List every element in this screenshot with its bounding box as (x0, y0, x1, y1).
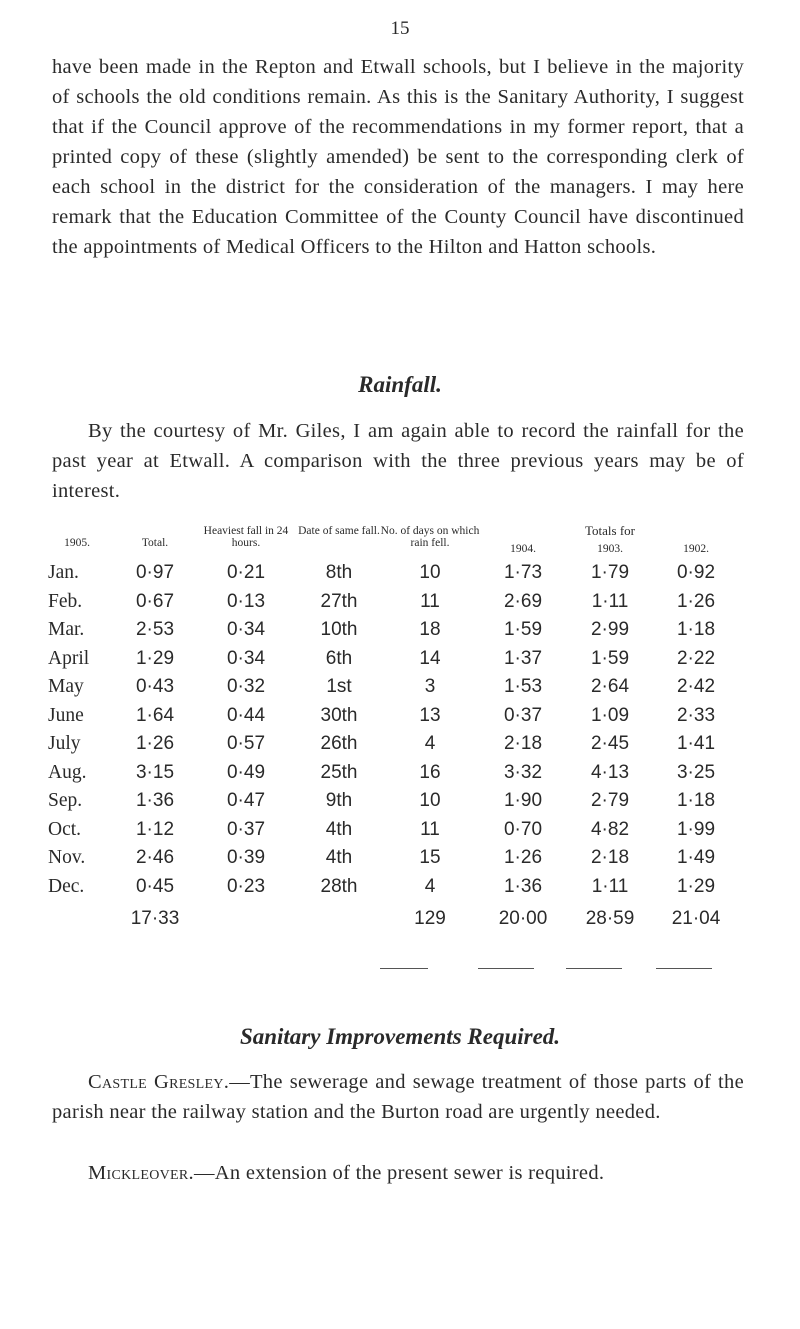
rainfall-totals-row (38, 901, 738, 930)
cell-y1903: 1·59 (590, 647, 630, 669)
cell-y1904: 1·26 (503, 847, 543, 869)
cell-month: Mar. (48, 619, 85, 641)
table-row (38, 873, 738, 902)
cell-total: 1·12 (135, 818, 175, 840)
cell-heaviest: 0·47 (226, 790, 266, 812)
table-row (38, 673, 738, 702)
page-number: 15 (390, 18, 410, 39)
cell-days: 18 (419, 619, 441, 641)
cell-y1902: 1·26 (676, 590, 716, 612)
cell-month: June (48, 704, 84, 726)
cell-date: 26th (320, 733, 358, 755)
cell-date: 10th (320, 619, 358, 641)
cell-y1903: 2·64 (590, 676, 630, 698)
cell-date: 9th (325, 790, 353, 812)
cell-total: 1·64 (135, 704, 175, 726)
cell-y1903: 4·82 (590, 818, 630, 840)
totals-blank (38, 901, 116, 930)
totals-total: 17·33 (130, 907, 180, 929)
cell-total: 2·46 (135, 847, 175, 869)
totals-rule-days (380, 968, 428, 969)
rainfall-table (38, 525, 738, 930)
cell-date: 28th (320, 875, 358, 897)
cell-y1902: 1·49 (676, 847, 716, 869)
cell-total: 1·26 (135, 733, 175, 755)
cell-date: 8th (325, 562, 353, 584)
cell-month: Sep. (48, 790, 83, 812)
cell-heaviest: 0·21 (226, 562, 266, 584)
castle-gresley-label: Castle Gresley. (88, 1071, 230, 1093)
castle-gresley-paragraph (52, 1067, 744, 1127)
cell-total: 3·15 (135, 761, 175, 783)
col-totals-for: Totals for (585, 523, 635, 538)
cell-heaviest: 0·34 (226, 647, 266, 669)
cell-y1904: 1·73 (503, 562, 543, 584)
mickleover-label: Mickleover. (88, 1162, 194, 1184)
cell-total: 0·43 (135, 676, 175, 698)
cell-y1904: 0·70 (503, 818, 543, 840)
col-year: 1905. (64, 537, 90, 549)
table-row (38, 588, 738, 617)
cell-y1902: 1·29 (676, 875, 716, 897)
cell-y1903: 1·79 (590, 562, 630, 584)
cell-days: 15 (419, 847, 441, 869)
cell-y1904: 1·59 (503, 619, 543, 641)
cell-date: 1st (326, 676, 352, 698)
totals-blank-2 (194, 901, 298, 930)
col-1904 (480, 525, 566, 559)
table-row (38, 787, 738, 816)
table-row (38, 559, 738, 588)
cell-heaviest: 0·57 (226, 733, 266, 755)
cell-heaviest: 0·13 (226, 590, 266, 612)
cell-y1904: 2·18 (503, 733, 543, 755)
totals-rule-1904 (478, 968, 534, 969)
cell-days: 11 (420, 590, 440, 612)
cell-y1904: 2·69 (503, 590, 543, 612)
cell-heaviest: 0·23 (226, 875, 266, 897)
cell-y1902: 2·22 (676, 647, 716, 669)
cell-month: Feb. (48, 590, 83, 612)
rainfall-heading: Rainfall. (358, 372, 442, 397)
cell-y1902: 1·18 (676, 790, 716, 812)
cell-total: 0·45 (135, 875, 175, 897)
table-row (38, 616, 738, 645)
col-1902 (654, 525, 738, 559)
totals-blank-3 (298, 901, 380, 930)
sanitary-heading: Sanitary Improvements Required. (239, 1024, 561, 1049)
cell-days: 4 (424, 875, 436, 897)
cell-y1904: 1·37 (503, 647, 543, 669)
cell-month: Nov. (48, 847, 86, 869)
cell-heaviest: 0·32 (226, 676, 266, 698)
cell-days: 10 (419, 562, 441, 584)
mickleover-paragraph (52, 1158, 744, 1188)
cell-y1904: 1·90 (503, 790, 543, 812)
cell-heaviest: 0·44 (226, 704, 266, 726)
cell-days: 10 (419, 790, 441, 812)
cell-y1903: 2·99 (590, 619, 630, 641)
cell-y1903: 1·11 (591, 875, 629, 897)
table-row (38, 702, 738, 731)
totals-1904: 20·00 (498, 907, 548, 929)
cell-total: 2·53 (135, 619, 175, 641)
cell-days: 3 (424, 676, 436, 698)
cell-y1904: 1·36 (503, 875, 543, 897)
cell-date: 6th (325, 647, 353, 669)
cell-month: April (48, 647, 90, 669)
col-heaviest: Heaviest fall in 24 hours. (203, 525, 289, 549)
cell-y1903: 2·45 (590, 733, 630, 755)
col-total: Total. (141, 537, 169, 549)
cell-days: 14 (419, 647, 441, 669)
intro-paragraph: have been made in the Repton and Etwall schools, but I believe in the majority of schools the old conditions remain. As this is the Sanitary Authority, I suggest that if the Council approve of the recommendations in my former report, that a printed copy of these (slightly amended) be sent to the corresponding clerk of each school in the district for the consideration of the managers. I may here remark that the Education Committee of the County Council have discontinued the appointments of Medical Officers to the Hilton and Hatton schools. (52, 56, 744, 258)
cell-date: 4th (325, 847, 353, 869)
cell-month: May (48, 676, 84, 698)
cell-heaviest: 0·37 (226, 818, 266, 840)
col-1904-label: 1904. (510, 543, 536, 555)
cell-date: 27th (320, 590, 358, 612)
cell-y1902: 1·41 (676, 733, 716, 755)
col-days: No. of days on which rain fell. (380, 525, 480, 549)
cell-y1903: 4·13 (590, 761, 630, 783)
cell-month: July (48, 733, 81, 755)
mickleover-text: —An extension of the present sewer is required. (193, 1162, 605, 1184)
cell-days: 13 (419, 704, 441, 726)
totals-1902: 21·04 (671, 907, 721, 929)
col-1902-label: 1902. (683, 543, 709, 555)
cell-y1902: 2·33 (676, 704, 716, 726)
table-row (38, 730, 738, 759)
cell-y1902: 0·92 (676, 562, 716, 584)
totals-1903: 28·59 (585, 907, 635, 929)
totals-rule-1903 (566, 968, 622, 969)
col-1903 (566, 525, 654, 559)
cell-heaviest: 0·34 (226, 619, 266, 641)
cell-y1903: 2·18 (590, 847, 630, 869)
cell-heaviest: 0·49 (226, 761, 266, 783)
col-1903-label: 1903. (597, 543, 623, 555)
cell-total: 1·29 (135, 647, 175, 669)
cell-y1902: 1·99 (676, 818, 716, 840)
cell-date: 30th (320, 704, 358, 726)
cell-total: 0·67 (135, 590, 175, 612)
cell-month: Oct. (48, 818, 82, 840)
cell-days: 16 (419, 761, 441, 783)
table-row (38, 645, 738, 674)
cell-total: 1·36 (135, 790, 175, 812)
cell-date: 25th (320, 761, 358, 783)
cell-y1902: 2·42 (676, 676, 716, 698)
table-row (38, 816, 738, 845)
cell-y1903: 2·79 (590, 790, 630, 812)
cell-month: Dec. (48, 875, 85, 897)
cell-month: Aug. (48, 761, 87, 783)
cell-y1903: 1·11 (591, 590, 629, 612)
cell-y1904: 0·37 (503, 704, 543, 726)
cell-y1902: 1·18 (676, 619, 716, 641)
cell-date: 4th (325, 818, 353, 840)
cell-y1904: 1·53 (503, 676, 543, 698)
totals-days: 129 (414, 907, 446, 929)
cell-days: 11 (420, 818, 440, 840)
cell-days: 4 (424, 733, 436, 755)
cell-y1904: 3·32 (503, 761, 543, 783)
col-date: Date of same fall. (298, 525, 380, 537)
rainfall-header-row (38, 525, 738, 559)
table-row (38, 759, 738, 788)
cell-y1903: 1·09 (590, 704, 630, 726)
table-row (38, 844, 738, 873)
cell-heaviest: 0·39 (226, 847, 266, 869)
castle-gresley-text: —The sewerage and sewage treatment of those parts of the parish near the railway station and the Burton road are urgently needed. (52, 1071, 745, 1123)
cell-month: Jan. (48, 562, 79, 584)
cell-y1902: 3·25 (676, 761, 716, 783)
totals-rule-1902 (656, 968, 712, 969)
cell-total: 0·97 (135, 562, 175, 584)
rainfall-body (38, 559, 738, 901)
rainfall-paragraph: By the courtesy of Mr. Giles, I am again able to record the rainfall for the past year at Etwall. A comparison with the three previous years may be of interest. (52, 420, 744, 502)
